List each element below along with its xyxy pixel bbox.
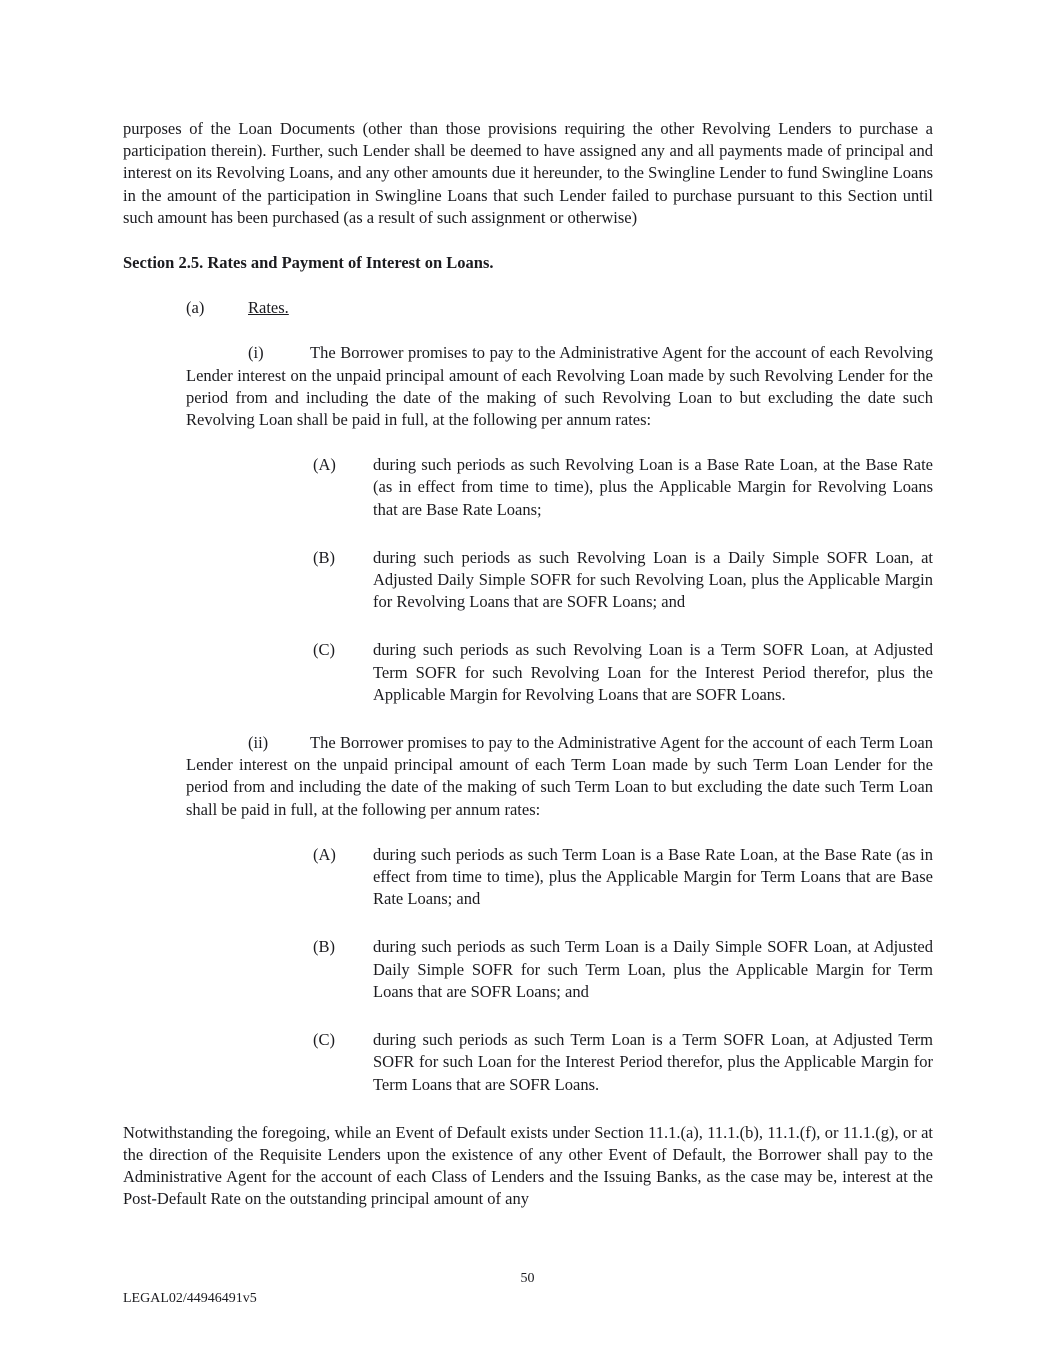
clause-i-item-a: [313, 454, 933, 521]
item-a-marker: (a): [186, 298, 205, 318]
clause-ii-item-a-marker: (A): [313, 844, 336, 864]
clause-i-item-c: [313, 639, 933, 706]
clause-i-item-b: [313, 547, 933, 614]
clause-ii-item-b: [313, 936, 933, 1003]
clause-ii-item-b-marker: (B): [313, 937, 335, 957]
clause-i-item-a-text: during such periods as such Revolving Loan is a Base Rate Loan, at the Base Rate (as in effect from time to time), plus the Applicable Margin for Revolving Loans that are Base Rate Loans;: [373, 455, 933, 519]
item-a-title: Rates.: [248, 298, 289, 318]
clause-ii-item-a-text: during such periods as such Term Loan is a Base Rate Loan, at the Base Rate (as in effect from time to time), plus the Applicable Margin for Term Loans that are Base Rate Loans; and: [373, 844, 933, 909]
clause-ii-item-c-marker: (C): [313, 1030, 335, 1050]
clause-ii-item-c-text: during such periods as such Term Loan is a Term SOFR Loan, at Adjusted Term SOFR for such Loan for the Interest Period therefor, plus the Applicable Margin for Term Loans that are SOFR Loans.: [373, 1030, 933, 1094]
section-heading: Section 2.5. Rates and Payment of Interest on Loans.: [123, 253, 494, 273]
clause-ii-item-a: [313, 844, 933, 911]
page-number: 50: [520, 1271, 535, 1286]
clause-ii-text: The Borrower promises to pay to the Administrative Agent for the account of each Term Loan Lender interest on the unpaid principal amount of each Term Loan made by such Term Loan Lender for the period from and including the date of the making of such Term Loan to but excluding the date such Term Loan shall be paid in full, at the following per annum rates:: [186, 733, 933, 819]
clause-ii-item-b-text: during such periods as such Term Loan is a Daily Simple SOFR Loan, at Adjusted Daily Simple SOFR for such Term Loan, plus the Applicable Margin for Term Loans that are SOFR Loans; and: [373, 937, 933, 1001]
intro-paragraph: purposes of the Loan Documents (other than those provisions requiring the other Revolving Lenders to purchase a participation therein). Further, such Lender shall be deemed to have assigned any and all payments made of principal and interest on its Revolving Loans, and any other amounts due it hereunder, to the Swingline Lender to fund Swingline Loans in the amount of the participation in Swingline Loans that such Lender failed to purchase pursuant to this Section until such amount has been purchased (as a result of such assignment or otherwise): [123, 119, 933, 227]
clause-ii: [186, 732, 933, 821]
clause-i: [186, 342, 933, 431]
clause-ii-marker: (ii): [248, 733, 269, 753]
clause-i-item-c-text: during such periods as such Revolving Loan is a Term SOFR Loan, at Adjusted Term SOFR for such Revolving Loan for the Interest Period therefor, plus the Applicable Margin for Revolving Loans that are SOFR Loans.: [373, 640, 933, 704]
item-a: [186, 297, 933, 319]
clause-ii-item-c: [313, 1029, 933, 1096]
closing-paragraph: Notwithstanding the foregoing, while an Event of Default exists under Section 11.1.(a), 11.1.(b), 11.1.(f), or 11.1.(g), or at the direction of the Requisite Lenders upon the existence of any other Event of Default, the Borrower shall pay to the Administrative Agent for the account of each Class of Lenders and the Issuing Banks, as the case may be, interest at the Post-Default Rate on the outstanding principal amount of any: [123, 1122, 933, 1209]
clause-i-item-a-marker: (A): [313, 455, 336, 475]
clause-i-item-c-marker: (C): [313, 640, 335, 660]
clause-i-text: The Borrower promises to pay to the Administrative Agent for the account of each Revolving Lender interest on the unpaid principal amount of each Revolving Loan made by such Revolving Lender for the period from and including the date of the making of such Revolving Loan to but excluding the date such Revolving Loan shall be paid in full, at the following per annum rates:: [186, 343, 933, 430]
document-reference: LEGAL02/44946491v5: [123, 1291, 257, 1306]
clause-i-item-b-marker: (B): [313, 547, 335, 567]
clause-i-item-b-text: during such periods as such Revolving Loan is a Daily Simple SOFR Loan, at Adjusted Daily Simple SOFR for such Revolving Loan, plus the Applicable Margin for Revolving Loans that are SOFR Loans; and: [373, 547, 933, 612]
clause-i-marker: (i): [248, 343, 264, 363]
